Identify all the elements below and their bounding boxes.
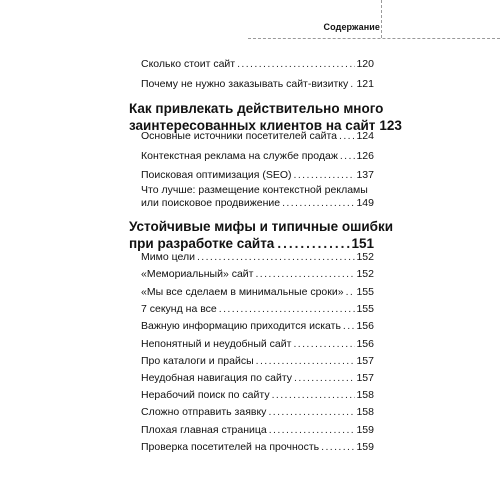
toc-entry (141, 184, 374, 210)
toc-chapter-page: 123 (379, 118, 402, 133)
toc-entry-title: Основные источники посетителей сайта (141, 130, 338, 142)
toc-entry-page: 158 (356, 389, 374, 401)
dot-leader (321, 441, 355, 454)
toc-entry (141, 130, 374, 143)
toc-entry-title: Почему не нужно заказывать сайт-визитку (141, 78, 349, 90)
toc-entry-page: 159 (356, 424, 374, 436)
toc-entry (141, 286, 374, 299)
toc-entry-title: Контекстная реклама на службе продаж (141, 150, 338, 162)
toc-entry-title: «Мы все сделаем в минимальные сроки» (141, 286, 344, 298)
dot-leader (350, 78, 355, 91)
toc-chapter (129, 218, 394, 252)
dot-leader (339, 130, 355, 143)
dot-leader (256, 355, 356, 368)
toc-entry (141, 268, 374, 281)
toc-entry-page: 155 (356, 286, 374, 298)
toc-entry-title-line1: Что лучше: размещение контекстной рекламы (141, 184, 368, 196)
toc-entry-page: 149 (356, 197, 374, 209)
toc-entry-title: Важную информацию приходится искать (141, 320, 341, 332)
toc-entry-page: 120 (356, 58, 374, 70)
toc-entry-page: 152 (356, 251, 374, 263)
toc-entry (141, 389, 374, 402)
toc-chapter-title-line1: Устойчивые мифы и типичные ошибки (129, 219, 394, 234)
toc-entry-title: 7 секунд на все (141, 303, 217, 315)
toc-entry-title: Мимо цели (141, 251, 195, 263)
toc-entry-title: «Мемориальный» сайт (141, 268, 254, 280)
toc-chapter-title-line2: заинтересованных клиентов на сайт (129, 118, 376, 133)
toc-entry-title: Нерабочий поиск по сайту (141, 389, 270, 401)
toc-entry-page: 159 (356, 441, 374, 453)
dot-leader (277, 235, 350, 252)
toc-entry-title-line2: или поисковое продвижение (141, 197, 281, 209)
toc-entry-title: Неудобная навигация по сайту (141, 372, 293, 384)
toc-entry-page: 156 (356, 320, 374, 332)
toc-entry-page: 126 (356, 150, 374, 162)
dot-leader (272, 389, 356, 402)
toc-entry (141, 150, 374, 163)
toc-entry-page: 121 (356, 78, 374, 90)
toc-entry-page: 157 (356, 372, 374, 384)
dot-leader (268, 406, 355, 419)
toc-entry (141, 320, 374, 333)
toc-chapter-title-line2: при разработке сайта (129, 236, 275, 251)
dot-leader (237, 58, 355, 71)
dot-leader (282, 197, 355, 210)
dot-leader (340, 150, 356, 163)
toc-entry-page: 158 (356, 406, 374, 418)
toc-entry-page: 152 (356, 268, 374, 280)
toc-entry-title: Проверка посетителей на прочность (141, 441, 320, 453)
dot-leader (293, 338, 355, 351)
toc-entry-title: Сколько стоит сайт (141, 58, 236, 70)
toc-entry (141, 169, 374, 182)
toc-entry (141, 441, 374, 454)
toc-chapter (129, 100, 402, 134)
dot-leader (219, 303, 356, 316)
toc-entry-page: 137 (356, 169, 374, 181)
dot-leader (269, 424, 356, 437)
toc-entry-page: 155 (356, 303, 374, 315)
dot-leader (197, 251, 356, 264)
toc-entry-title: Поисковая оптимизация (SEO) (141, 169, 292, 181)
toc-entry (141, 58, 374, 71)
toc-entry-title: Плохая главная страница (141, 424, 267, 436)
toc-entry-page: 156 (356, 338, 374, 350)
dot-leader (346, 286, 356, 299)
dot-leader (294, 169, 356, 182)
toc-entry (141, 338, 374, 351)
toc-entry-title: Сложно отправить заявку (141, 406, 267, 418)
toc-entry (141, 251, 374, 264)
toc-entry (141, 424, 374, 437)
toc-entry (141, 78, 374, 91)
header-vertical-rule (381, 0, 382, 38)
toc-entry (141, 355, 374, 368)
toc-entry (141, 303, 374, 316)
dot-leader (255, 268, 355, 281)
toc-chapter-page: 151 (351, 236, 374, 251)
dot-leader (343, 320, 356, 333)
toc-chapter-title-line1: Как привлекать действительно много (129, 101, 384, 116)
toc-entry (141, 372, 374, 385)
toc-entry-page: 124 (356, 130, 374, 142)
toc-entry-title: Про каталоги и прайсы (141, 355, 254, 367)
running-header: Содержание (323, 22, 380, 32)
toc-entry-title: Непонятный и неудобный сайт (141, 338, 292, 350)
header-rule (248, 38, 500, 39)
toc-entry-page: 157 (356, 355, 374, 367)
dot-leader (294, 372, 355, 385)
toc-entry (141, 406, 374, 419)
